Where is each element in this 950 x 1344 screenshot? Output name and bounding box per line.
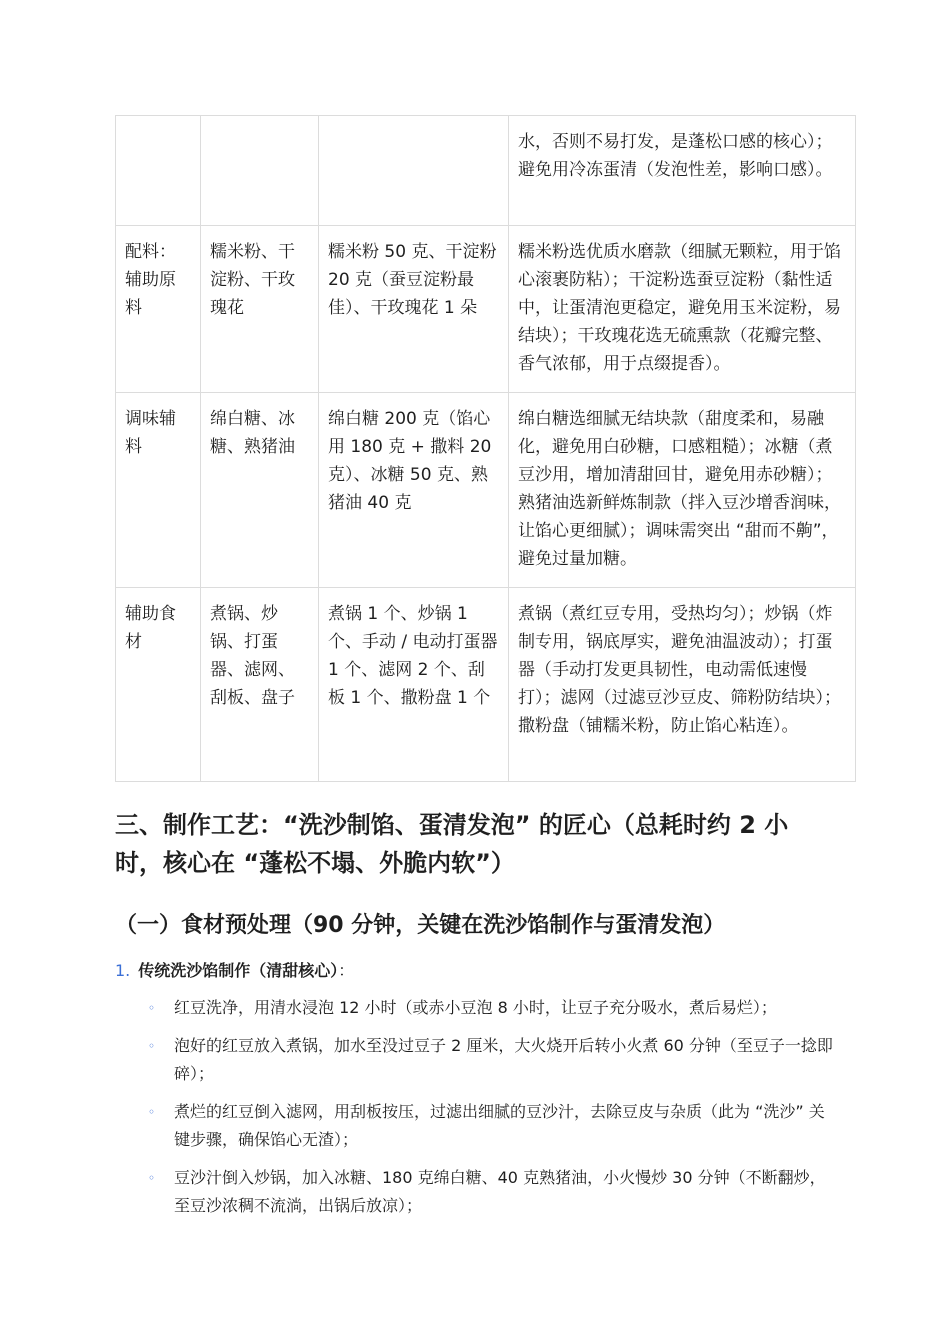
table-cell: 糯米粉、干淀粉、干玫瑰花	[201, 226, 319, 393]
table-cell: 绵白糖 200 克（馅心用 180 克 + 撒料 20 克）、冰糖 50 克、熟猪油 40 克	[319, 393, 509, 588]
table-cell: 水，否则不易打发，是蓬松口感的核心）；避免用冷冻蛋清（发泡性差，影响口感）。	[509, 116, 856, 226]
table-row	[116, 226, 856, 393]
bullet-icon: ◦	[148, 1171, 156, 1185]
bullet-icon: ◦	[148, 1039, 156, 1053]
list-item-text: 煮烂的红豆倒入滤网，用刮板按压，过滤出细腻的豆沙汁，去除豆皮与杂质（此为 “洗沙” 关键步骤，确保馅心无渣）；	[174, 1102, 825, 1149]
list-item	[148, 1032, 838, 1088]
ingredients-table	[115, 115, 856, 782]
list-item-label: 传统洗沙馅制作（清甜核心）	[138, 961, 339, 980]
list-item	[148, 1098, 838, 1154]
list-item	[148, 1164, 838, 1220]
list-item-text: 红豆洗净，用清水浸泡 12 小时（或赤小豆泡 8 小时，让豆子充分吸水，煮后易烂）；	[174, 998, 777, 1017]
table-row	[116, 393, 856, 588]
table-cell: 配料：辅助原料	[116, 226, 201, 393]
table-row	[116, 116, 856, 226]
table-cell: 绵白糖、冰糖、熟猪油	[201, 393, 319, 588]
table-cell: 糯米粉选优质水磨款（细腻无颗粒，用于馅心滚裹防粘）；干淀粉选蚕豆淀粉（黏性适中，让蛋清泡更稳定，避免用玉米淀粉，易结块）；干玫瑰花选无硫熏款（花瓣完整、香气浓郁，用于点缀提香）。	[509, 226, 856, 393]
subsection-heading: （一）食材预处理（90 分钟，关键在洗沙馅制作与蛋清发泡）	[115, 913, 726, 938]
table-cell: 煮锅（煮红豆专用，受热均匀）；炒锅（炸制专用，锅底厚实，避免油温波动）；打蛋器（手动打发更具韧性，电动需低速慢打）；滤网（过滤豆沙豆皮、筛粉防结块）；撒粉盘（铺糯米粉，防止馅心粘连）。	[509, 588, 856, 782]
section-heading: 三、制作工艺：“洗沙制馅、蛋清发泡” 的匠心（总耗时约 2 小时，核心在 “蓬松不塌、外脆内软”）	[115, 811, 789, 877]
table-cell: 调味辅料	[116, 393, 201, 588]
table-cell: 绵白糖选细腻无结块款（甜度柔和，易融化，避免用白砂糖，口感粗糙）；冰糖（煮豆沙用，增加清甜回甘，避免用赤砂糖）；熟猪油选新鲜炼制款（拌入豆沙增香润味，让馅心更细腻）；调味需突出 “甜而不齁”，避免过量加糖。	[509, 393, 856, 588]
list-item-text: 豆沙汁倒入炒锅，加入冰糖、180 克绵白糖、40 克熟猪油，小火慢炒 30 分钟（不断翻炒，至豆沙浓稠不流淌，出锅后放凉）；	[174, 1168, 826, 1215]
bullet-icon: ◦	[148, 1001, 156, 1015]
table-cell: 糯米粉 50 克、干淀粉 20 克（蚕豆淀粉最佳）、干玫瑰花 1 朵	[319, 226, 509, 393]
sub-list	[148, 994, 838, 1230]
list-item-colon: ：	[338, 961, 355, 980]
table-cell: 辅助食材	[116, 588, 201, 782]
table-cell	[319, 116, 509, 226]
table-cell: 煮锅 1 个、炒锅 1 个、手动 / 电动打蛋器 1 个、滤网 2 个、刮板 1 个、撒粉盘 1 个	[319, 588, 509, 782]
list-item-text: 泡好的红豆放入煮锅，加水至没过豆子 2 厘米，大火烧开后转小火煮 60 分钟（至豆子一捻即碎）；	[174, 1036, 833, 1083]
ordered-list-item	[115, 958, 354, 984]
list-item	[148, 994, 838, 1022]
table-row	[116, 588, 856, 782]
table-cell	[116, 116, 201, 226]
table-cell	[201, 116, 319, 226]
table-cell: 煮锅、炒锅、打蛋器、滤网、刮板、盘子	[201, 588, 319, 782]
list-number: 1.	[115, 961, 131, 980]
bullet-icon: ◦	[148, 1105, 156, 1119]
